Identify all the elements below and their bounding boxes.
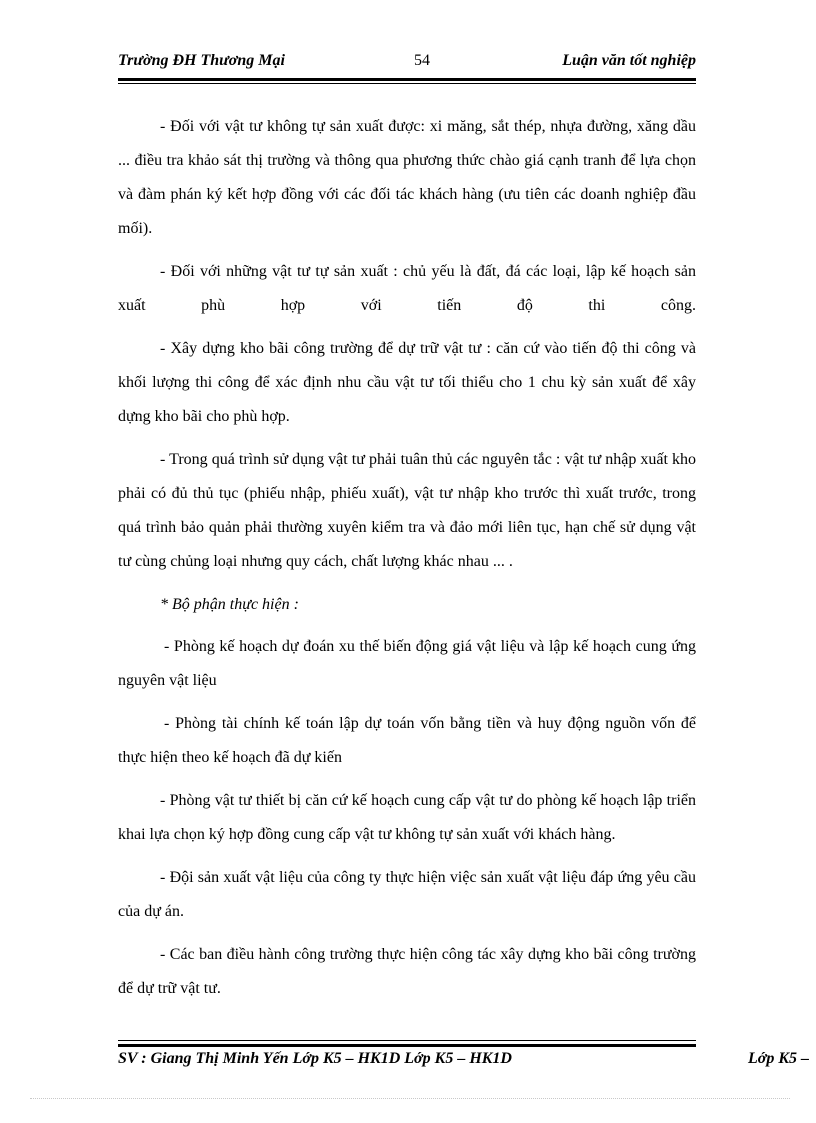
paragraph-site-management: - Các ban điều hành công trường thực hiện công tác xây dựng kho bãi công trường để dự trữ vật tư. bbox=[118, 946, 696, 997]
paragraph-materials-self-produced: - Đối với những vật tư tự sản xuất : chủ yếu là đất, đá các loại, lập kế hoạch sản xuất phù hợp với tiến độ thi công. bbox=[118, 263, 696, 314]
page-footer bbox=[118, 1050, 816, 1074]
document-body bbox=[118, 110, 696, 1015]
footer-class: Lớp K5 – bbox=[748, 1050, 810, 1067]
header-school: Trường ĐH Thương Mại bbox=[118, 52, 285, 69]
footer-rule-thin bbox=[118, 1040, 696, 1041]
paragraph-materials-purchased: - Đối với vật tư không tự sản xuất được: xi măng, sắt thép, nhựa đường, xăng dầu ... điều tra khảo sát thị trường và thông qua phương thức chào giá cạnh tranh để lựa chọn và đàm phán ký kết hợp đồng với các đối tác khách hàng (ưu tiên các doanh nghiệp đầu mối). bbox=[118, 118, 696, 237]
paragraph-planning-dept: - Phòng kế hoạch dự đoán xu thế biến động giá vật liệu và lập kế hoạch cung ứng nguyên vật liệu bbox=[118, 638, 696, 689]
footer-student: SV : Giang Thị Minh Yến Lớp K5 – HK1D Lớp K5 – HK1D bbox=[118, 1050, 512, 1067]
header-rule-thin bbox=[118, 83, 696, 84]
subheading-departments: * Bộ phận thực hiện : bbox=[160, 596, 299, 613]
paragraph-production-team: - Đội sản xuất vật liệu của công ty thực hiện việc sản xuất vật liệu đáp ứng yêu cầu của dự án. bbox=[118, 869, 696, 920]
header-doc-type: Luận văn tốt nghiệp bbox=[562, 52, 696, 69]
paragraph-materials-dept: - Phòng vật tư thiết bị căn cứ kế hoạch cung cấp vật tư do phòng kế hoạch lập triển khai lựa chọn ký hợp đồng cung cấp vật tư không tự sản xuất với khách hàng. bbox=[118, 792, 696, 843]
paragraph-finance-dept: - Phòng tài chính kế toán lập dự toán vốn bằng tiền và huy động nguồn vốn để thực hiện theo kế hoạch đã dự kiến bbox=[118, 715, 696, 766]
header-rule-thick bbox=[118, 78, 696, 81]
paragraph-usage-principles: - Trong quá trình sử dụng vật tư phải tuân thủ các nguyên tắc : vật tư nhập xuất kho phải có đủ thủ tục (phiếu nhập, phiếu xuất), vật tư nhập kho trước thì xuất trước, trong quá trình bảo quản phải thường xuyên kiểm tra và đảo mới liên tục, hạn chế sử dụng vật tư cùng chủng loại nhưng quy cách, chất lượng khác nhau ... . bbox=[118, 451, 696, 570]
page-bottom-border bbox=[30, 1098, 790, 1099]
page-header bbox=[118, 50, 696, 76]
paragraph-warehouse: - Xây dựng kho bãi công trường để dự trữ vật tư : căn cứ vào tiến độ thi công và khối lượng thi công để xác định nhu cầu vật tư tối thiểu cho 1 chu kỳ sản xuất để xây dựng kho bãi cho phù hợp. bbox=[118, 340, 696, 425]
footer-rule-thick bbox=[118, 1044, 696, 1047]
page-number: 54 bbox=[414, 52, 430, 69]
